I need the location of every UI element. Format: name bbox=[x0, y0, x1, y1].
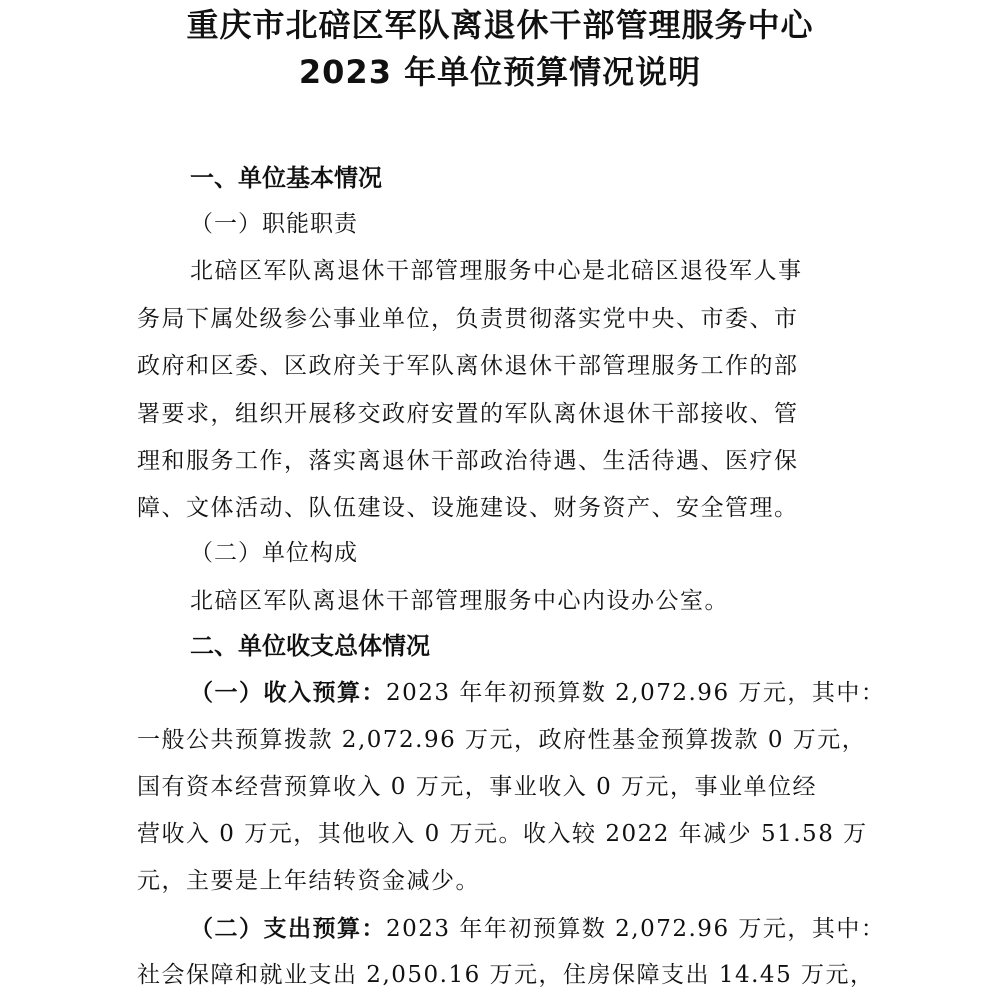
paragraph-line: 北碚区军队离退休干部管理服务中心内设办公室。 bbox=[190, 588, 729, 614]
expense-budget-line bbox=[190, 913, 885, 945]
document-title-line1: 重庆市北碚区军队离退休干部管理服务中心 bbox=[186, 6, 814, 44]
paragraph-line: 社会保障和就业支出 2,050.16 万元，住房保障支出 14.45 万元， bbox=[137, 962, 875, 988]
income-budget-label: （一）收入预算： bbox=[190, 680, 386, 706]
paragraph-line: 一般公共预算拨款 2,072.96 万元，政府性基金预算拨款 0 万元， bbox=[137, 727, 867, 753]
paragraph-line: 理和服务工作，落实离退休干部政治待遇、生活待遇、医疗保 bbox=[137, 448, 799, 474]
paragraph-line: 政府和区委、区政府关于军队离休退休干部管理服务工作的部 bbox=[137, 353, 799, 379]
subheading-structure: （二）单位构成 bbox=[190, 540, 358, 566]
paragraph-line: 务局下属处级参公事业单位，负责贯彻落实党中央、市委、市 bbox=[137, 306, 799, 332]
paragraph-line: 障、文体活动、队伍建设、设施建设、财务资产、安全管理。 bbox=[137, 495, 799, 521]
paragraph-line: 元，主要是上年结转资金减少。 bbox=[137, 868, 480, 894]
paragraph-line: 北碚区军队离退休干部管理服务中心是北碚区退役军人事 bbox=[190, 258, 803, 284]
paragraph-line: 国有资本经营预算收入 0 万元，事业收入 0 万元，事业单位经 bbox=[137, 774, 818, 800]
section-heading-basic-info: 一、单位基本情况 bbox=[190, 164, 382, 192]
income-budget-line bbox=[190, 677, 885, 709]
paragraph-line: 营收入 0 万元，其他收入 0 万元。收入较 2022 年减少 51.58 万 bbox=[137, 821, 868, 847]
section-heading-budget-overview: 二、单位收支总体情况 bbox=[190, 632, 430, 660]
document-title-line2: 2023 年单位预算情况说明 bbox=[298, 53, 702, 91]
expense-budget-label: （二）支出预算： bbox=[190, 916, 386, 942]
income-budget-text: 2023 年年初预算数 2,072.96 万元，其中： bbox=[386, 680, 886, 706]
paragraph-line: 署要求，组织开展移交政府安置的军队离休退休干部接收、管 bbox=[137, 401, 799, 427]
expense-budget-text: 2023 年年初预算数 2,072.96 万元，其中： bbox=[386, 916, 886, 942]
subheading-functions: （一）职能职责 bbox=[190, 211, 358, 237]
